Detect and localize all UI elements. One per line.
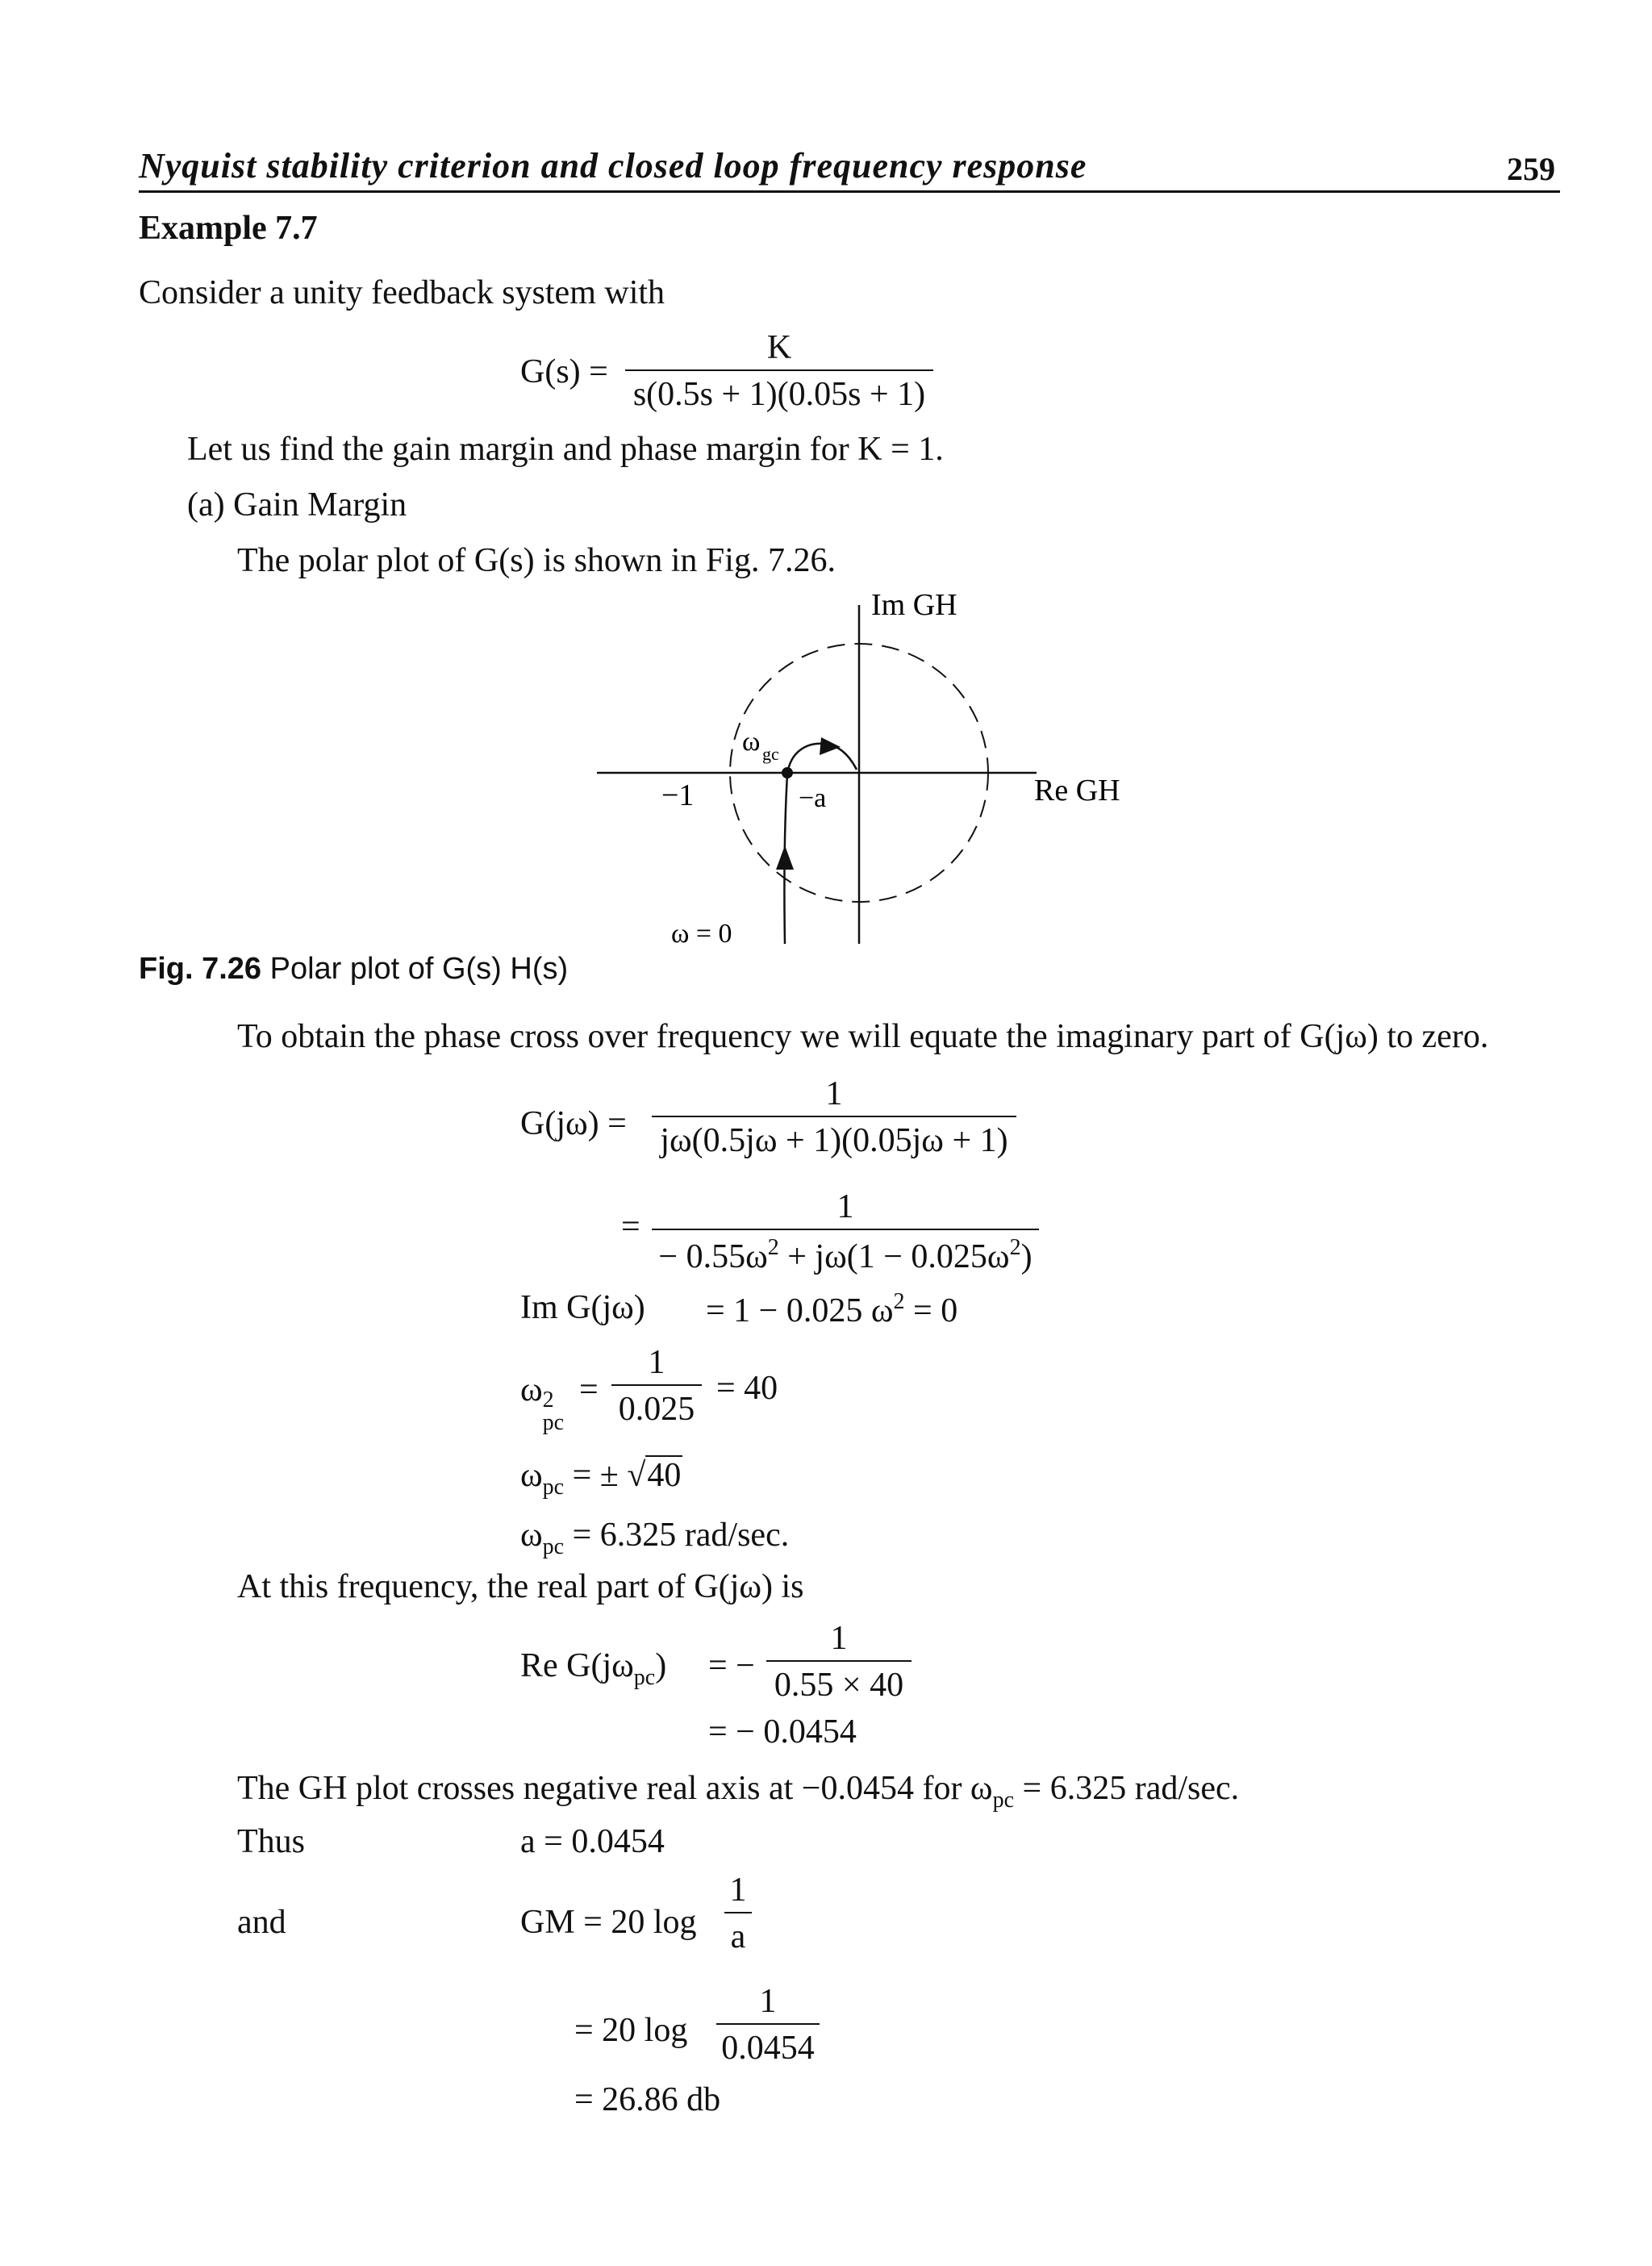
gm2-lhs: = 20 log bbox=[574, 2012, 688, 2049]
crossing-part-b: = 6.325 rad/sec. bbox=[1014, 1770, 1240, 1807]
gm2-denominator: 0.0454 bbox=[721, 2030, 815, 2067]
gs-lhs: G(s) = bbox=[520, 353, 608, 390]
wpc2-sup: 2 bbox=[542, 1388, 554, 1413]
wpc-val-sub: pc bbox=[542, 1534, 565, 1559]
eq2-den-sup1: 2 bbox=[767, 1235, 779, 1260]
img-lhs: Im G(jω) bbox=[520, 1289, 645, 1326]
crossing-sub: pc bbox=[992, 1788, 1015, 1813]
re-denominator: 0.55 × 40 bbox=[774, 1667, 904, 1704]
polar-plot-intro: The polar plot of G(s) is shown in Fig. 7.26. bbox=[237, 542, 836, 579]
re-fraction bbox=[766, 1621, 912, 1702]
wpc-value-line bbox=[520, 1518, 789, 1559]
eq2-denominator bbox=[655, 1230, 1035, 1274]
minus-one-label: −1 bbox=[661, 778, 695, 812]
and-label: and bbox=[237, 1904, 286, 1941]
part-a-heading: (a) Gain Margin bbox=[187, 486, 407, 524]
wpc2-equals: = bbox=[579, 1371, 599, 1408]
eq2-lhs: = bbox=[621, 1208, 640, 1246]
gm-denominator: a bbox=[730, 1918, 746, 1955]
gs-fraction bbox=[625, 331, 933, 411]
crossing-sentence bbox=[237, 1771, 1239, 1812]
eq2-den-part-a: − 0.55ω bbox=[658, 1238, 768, 1275]
eq2-fraction bbox=[652, 1190, 1039, 1274]
re-value: = − 0.0454 bbox=[708, 1713, 857, 1751]
wpc-sqrt-line: $\omega_{pc}$ = ± √40 bbox=[520, 1457, 682, 1500]
header-rule bbox=[139, 190, 1560, 193]
wpc-val-rhs: = 6.325 rad/sec. bbox=[572, 1517, 790, 1554]
gs-denominator: s(0.5s + 1)(0.05s + 1) bbox=[632, 376, 926, 413]
gm-numerator: 1 bbox=[729, 1872, 747, 1909]
gjw-numerator: 1 bbox=[825, 1075, 843, 1112]
real-part-intro: At this frequency, the real part of G(jω) is bbox=[237, 1568, 804, 1605]
thus-label: Thus bbox=[237, 1823, 305, 1860]
crossing-part-a: The GH plot crosses negative real axis at −0.0454 for ω bbox=[237, 1770, 993, 1807]
arrow-right-icon bbox=[820, 737, 841, 755]
eq2-den-part-b: + jω(1 − 0.025ω bbox=[778, 1238, 1010, 1275]
eq2-den-part-c: ) bbox=[1020, 1238, 1032, 1275]
arrow-up-icon bbox=[776, 845, 794, 870]
wpc2-omega: ω bbox=[520, 1371, 543, 1408]
running-header-title: Nyquist stability criterion and closed loop frequency response bbox=[139, 146, 1087, 186]
gm-fraction bbox=[724, 1873, 752, 1954]
a-value: a = 0.0454 bbox=[520, 1823, 665, 1860]
derivation-intro: To obtain the phase cross over frequency we will equate the imaginary part of G(jω) to zero. bbox=[237, 1018, 1489, 1055]
im-gh-label: Im GH bbox=[871, 588, 957, 622]
gs-numerator: K bbox=[766, 329, 792, 366]
img-rhs-sup: 2 bbox=[893, 1289, 905, 1314]
example-heading: Example 7.7 bbox=[139, 210, 318, 247]
re-lhs bbox=[520, 1649, 666, 1689]
figure-caption bbox=[139, 952, 568, 987]
wpc-sub: pc bbox=[542, 1475, 565, 1500]
figure-caption-number: Fig. 7.26 bbox=[139, 952, 262, 986]
page-number: 259 bbox=[1507, 151, 1555, 187]
wpc2-numerator: 1 bbox=[648, 1344, 665, 1381]
wpc-val-omega: ω bbox=[520, 1517, 543, 1554]
wpc-omega: ω bbox=[520, 1457, 543, 1494]
omega-gc-label: ω bbox=[742, 727, 761, 757]
wpc-plus-minus: = ± bbox=[572, 1457, 619, 1494]
wpc2-fraction bbox=[611, 1346, 702, 1426]
gm-value: = 26.86 db bbox=[574, 2081, 721, 2118]
gm-lhs: GM = 20 log bbox=[520, 1904, 697, 1941]
re-lhs-part-a: Re G(jω bbox=[520, 1647, 634, 1684]
gm2-fraction bbox=[716, 1984, 820, 2065]
wpc2-sub: pc bbox=[542, 1410, 565, 1435]
gjw-fraction bbox=[652, 1077, 1016, 1158]
omega-gc-subscript: gc bbox=[762, 744, 779, 764]
re-equals: = − bbox=[708, 1647, 755, 1684]
crossing-point bbox=[782, 767, 793, 778]
img-rhs-part-b: = 0 bbox=[904, 1292, 958, 1329]
figure-caption-text: Polar plot of G(s) H(s) bbox=[269, 952, 569, 986]
wpc-sqrt-value: 40 bbox=[647, 1457, 682, 1494]
gjw-lhs: G(jω) = bbox=[520, 1105, 627, 1142]
wpc2-rhs: = 40 bbox=[716, 1370, 778, 1407]
eq2-den-sup2: 2 bbox=[1009, 1235, 1021, 1260]
gjw-denominator: jω(0.5jω + 1)(0.05jω + 1) bbox=[660, 1122, 1008, 1159]
example-intro: Consider a unity feedback system with bbox=[139, 274, 665, 311]
eq2-numerator: 1 bbox=[836, 1188, 854, 1225]
re-lhs-part-b: ) bbox=[655, 1647, 667, 1684]
img-rhs bbox=[706, 1291, 957, 1328]
gm2-numerator: 1 bbox=[759, 1983, 777, 2020]
re-lhs-sub: pc bbox=[633, 1665, 656, 1690]
minus-a-label: −a bbox=[799, 783, 827, 813]
polar-plot-figure bbox=[597, 588, 1120, 952]
img-rhs-part-a: = 1 − 0.025 ω bbox=[706, 1292, 894, 1329]
re-gh-label: Re GH bbox=[1034, 774, 1120, 807]
wpc2-lhs bbox=[520, 1373, 564, 1434]
re-numerator: 1 bbox=[830, 1620, 848, 1657]
find-margins-text: Let us find the gain margin and phase margin for K = 1. bbox=[187, 431, 944, 468]
wpc2-denominator: 0.025 bbox=[618, 1391, 695, 1428]
omega-zero-label: ω = 0 bbox=[671, 919, 732, 949]
